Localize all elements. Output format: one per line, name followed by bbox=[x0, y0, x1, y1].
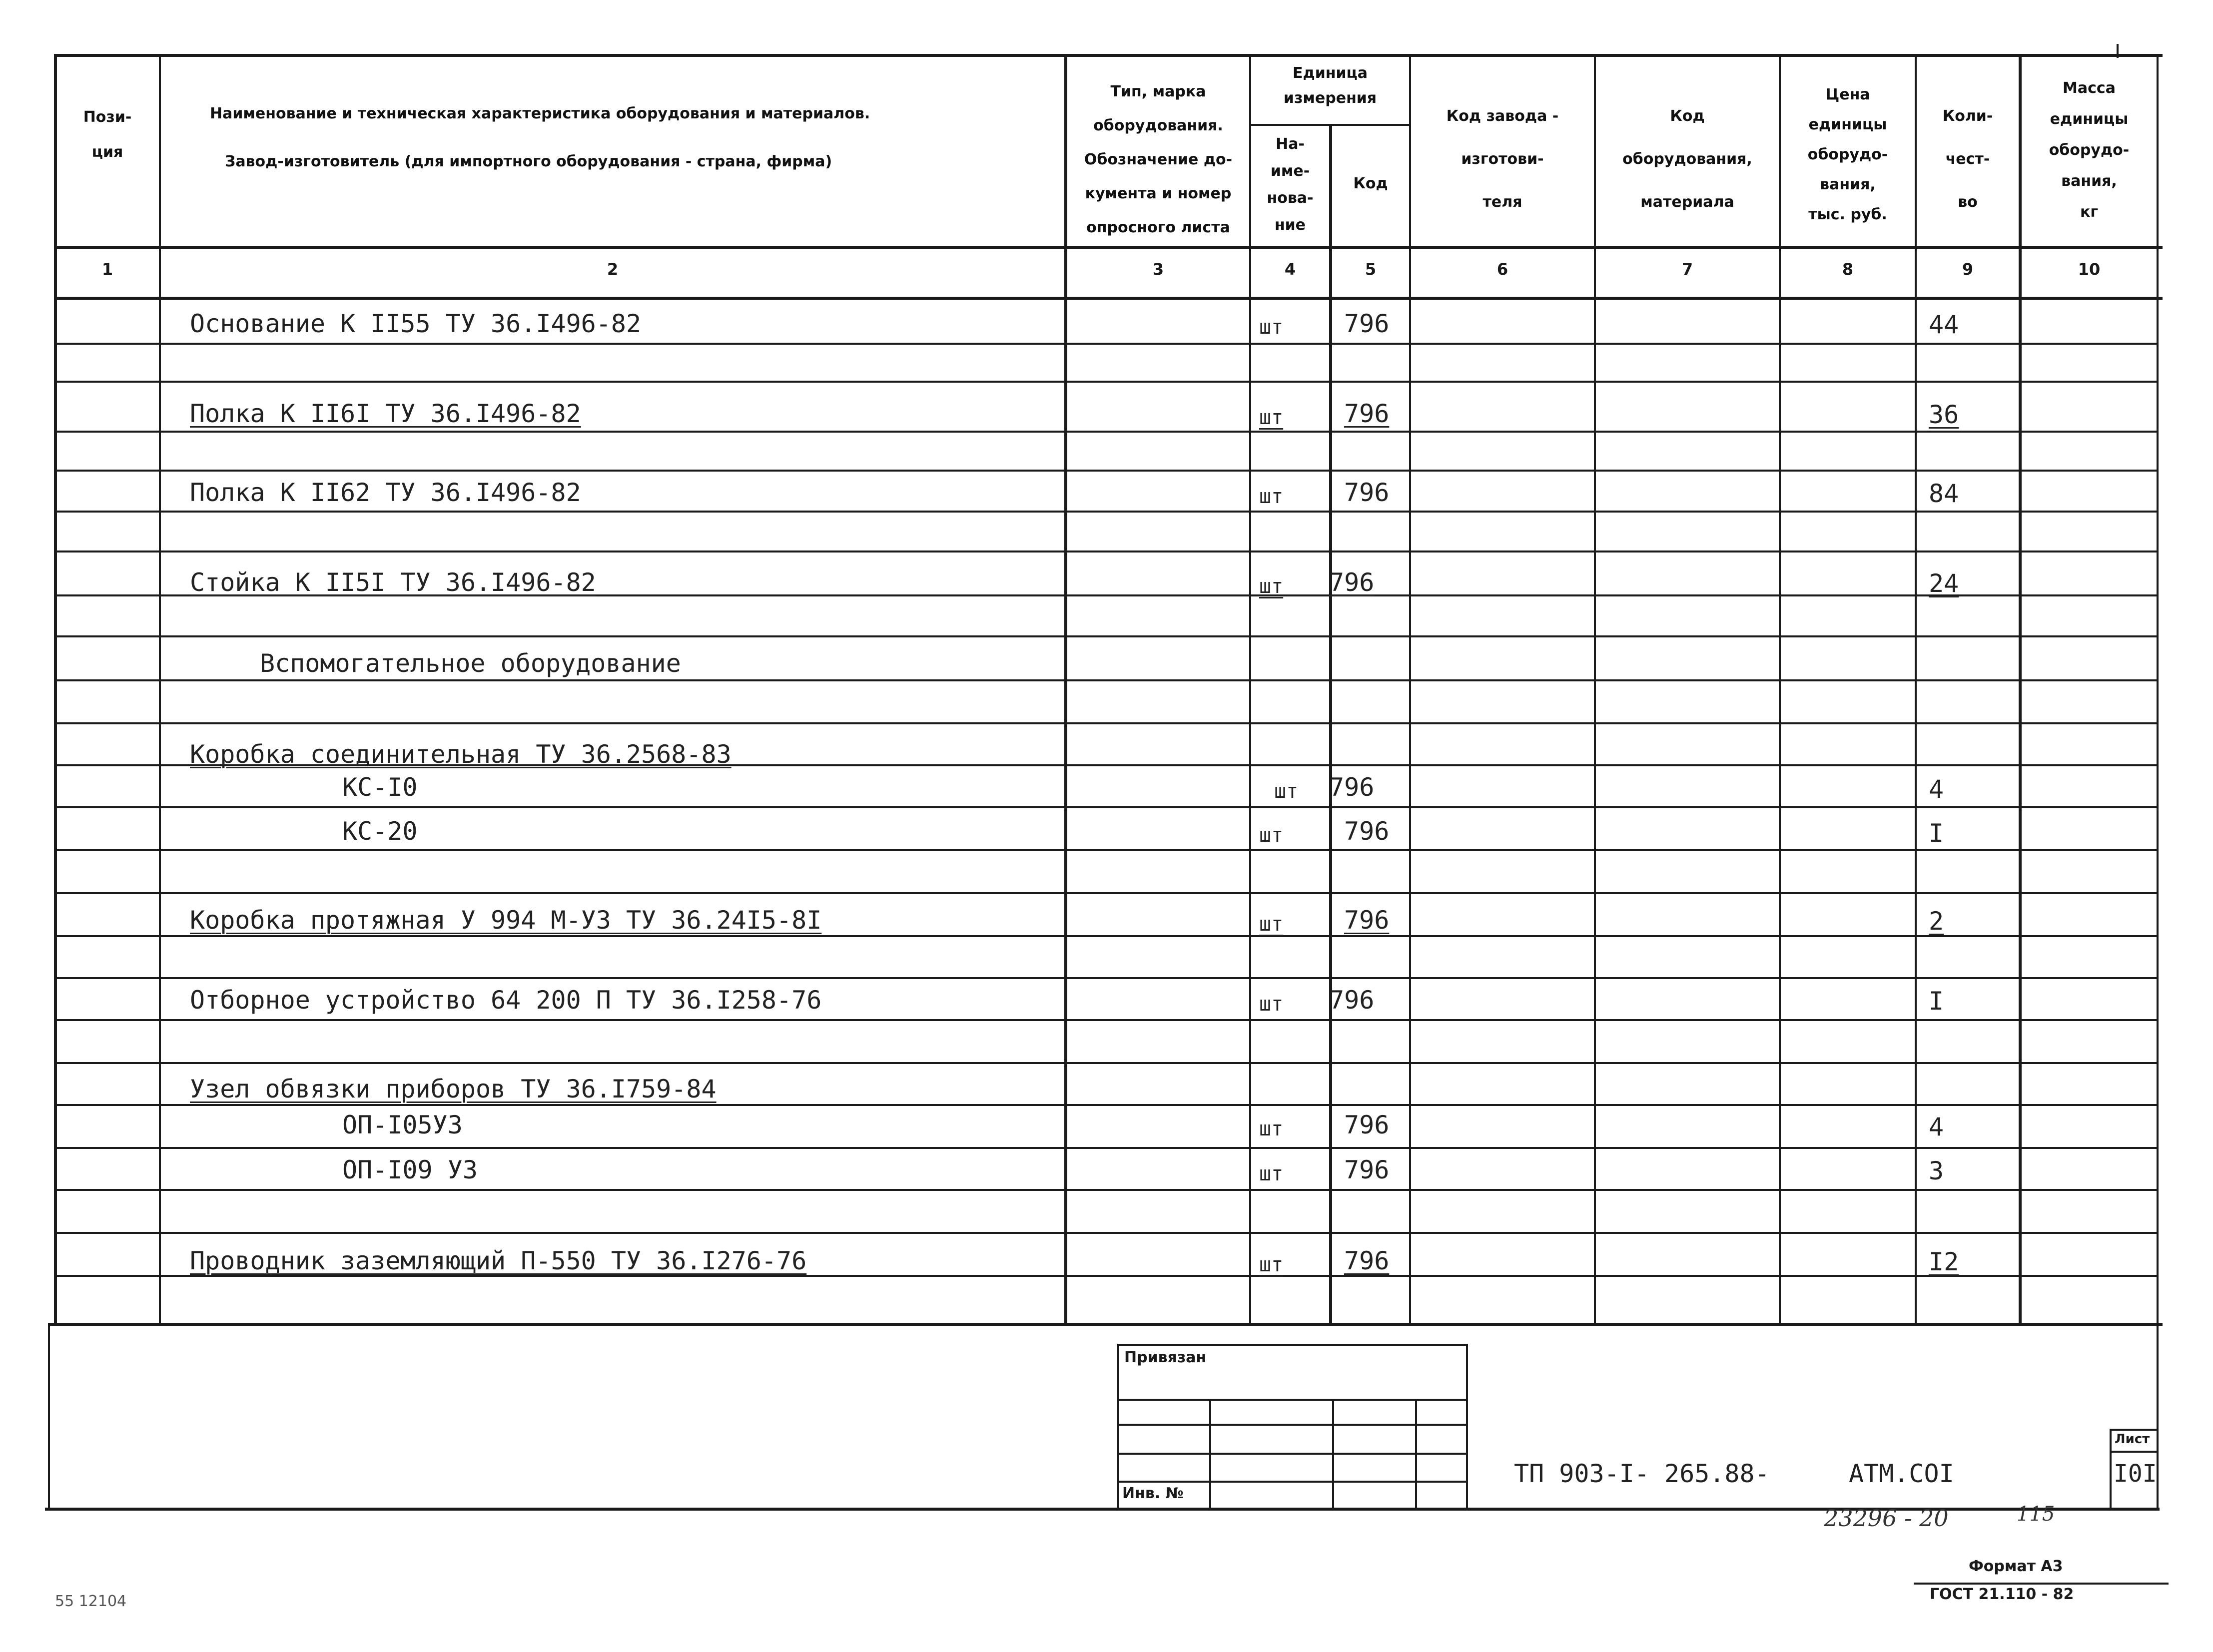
unit-name: шт bbox=[1259, 485, 1284, 508]
sheet-label: Лист bbox=[2115, 1432, 2150, 1447]
unit-name: шт bbox=[1259, 824, 1284, 847]
unit-name: шт bbox=[1259, 1162, 1284, 1185]
item-name: ОП-I05УЗ bbox=[342, 1110, 463, 1139]
header-mass: Масса единицы оборудо- вания, кг bbox=[2049, 79, 2130, 221]
unit-code: 796 bbox=[1344, 1110, 1390, 1139]
header-name-line2: Завод-изготовитель (для импортного оборудования - страна, фирма) bbox=[225, 153, 832, 170]
header-type: Тип, марка оборудования. Обозначение до- кумента и номер опросного листа bbox=[1084, 83, 1233, 236]
quantity: 36 bbox=[1929, 400, 1959, 429]
unit-code: 796 bbox=[1329, 773, 1375, 802]
section-title: Вспомогательное оборудование bbox=[260, 649, 681, 678]
format-label: Формат А3 bbox=[1969, 1558, 2063, 1575]
header-unit-name: На- име- нова- ние bbox=[1267, 135, 1314, 234]
quantity: 3 bbox=[1929, 1156, 1944, 1185]
col-number: 2 bbox=[607, 260, 619, 279]
unit-code: 796 bbox=[1344, 309, 1390, 338]
handwritten-number: 23296 - 20 bbox=[1824, 1505, 1949, 1532]
item-name: Коробка соединительная ТУ 36.2568-83 bbox=[190, 740, 732, 769]
unit-name: шт bbox=[1259, 993, 1284, 1016]
unit-name: шт bbox=[1274, 780, 1299, 803]
item-name: Проводник заземляющий П-550 ТУ 36.I276-76 bbox=[190, 1246, 807, 1275]
quantity: 2 bbox=[1929, 907, 1944, 936]
unit-code: 796 bbox=[1344, 1246, 1390, 1275]
header-name-line1: Наименование и техническая характеристика оборудования и материалов. bbox=[210, 105, 870, 122]
item-name: Полка К II6I ТУ 36.I496-82 bbox=[190, 399, 581, 428]
col-number: 8 bbox=[1842, 260, 1854, 279]
quantity: I bbox=[1929, 819, 1944, 848]
gost-label: ГОСТ 21.110 - 82 bbox=[1930, 1586, 2074, 1603]
item-name: Основание К II55 ТУ 36.I496-82 bbox=[190, 309, 642, 338]
col-number: 7 bbox=[1681, 260, 1693, 279]
item-name: Отборное устройство 64 200 П ТУ 36.I258-76 bbox=[190, 986, 822, 1015]
unit-name: шт bbox=[1259, 1253, 1284, 1276]
quantity: I bbox=[1929, 987, 1944, 1016]
item-name: КС-20 bbox=[342, 817, 418, 846]
col-number: 1 bbox=[101, 260, 113, 279]
header-factory-code: Код завода - изготови- теля bbox=[1446, 107, 1559, 211]
item-name: Полка К II62 ТУ 36.I496-82 bbox=[190, 478, 581, 507]
header-quantity: Коли- чест- во bbox=[1942, 107, 1993, 211]
quantity: 24 bbox=[1929, 569, 1959, 598]
unit-name: шт bbox=[1259, 406, 1284, 429]
handwritten-page: 115 bbox=[2017, 1503, 2055, 1526]
unit-name: шт bbox=[1259, 575, 1284, 598]
header-price: Цена единицы оборудо- вания, тыс. руб. bbox=[1807, 86, 1888, 223]
item-name: Коробка протяжная У 994 М-УЗ ТУ 36.24I5-8I bbox=[190, 906, 822, 935]
unit-code: 796 bbox=[1344, 399, 1390, 428]
quantity: 84 bbox=[1929, 479, 1959, 508]
sheet-number: I0I bbox=[2114, 1460, 2157, 1488]
document-code: ТП 903-I- 265.88- bbox=[1514, 1459, 1770, 1488]
unit-name: шт bbox=[1259, 316, 1284, 339]
quantity: I2 bbox=[1929, 1247, 1959, 1276]
linked-label: Привязан bbox=[1124, 1349, 1207, 1366]
quantity: 4 bbox=[1929, 775, 1944, 804]
col-number: 10 bbox=[2078, 260, 2101, 279]
header-unit-group: Единица измерения bbox=[1283, 64, 1377, 107]
unit-code: 796 bbox=[1344, 478, 1390, 507]
item-name: КС-I0 bbox=[342, 773, 418, 802]
col-number: 6 bbox=[1496, 260, 1508, 279]
unit-code: 796 bbox=[1344, 1155, 1390, 1184]
unit-code: 796 bbox=[1344, 906, 1390, 935]
header-equipment-code: Код оборудования, материала bbox=[1622, 107, 1752, 211]
unit-code: 796 bbox=[1329, 986, 1375, 1015]
unit-code: 796 bbox=[1329, 568, 1375, 597]
col-number: 5 bbox=[1365, 260, 1377, 279]
item-name: Узел обвязки приборов ТУ 36.I759-84 bbox=[190, 1075, 717, 1103]
unit-name: шт bbox=[1259, 1117, 1284, 1140]
header-unit-code: Код bbox=[1353, 175, 1388, 192]
unit-name: шт bbox=[1259, 913, 1284, 936]
col-number: 9 bbox=[1962, 260, 1974, 279]
col-number: 3 bbox=[1152, 260, 1164, 279]
inventory-number-label: Инв. № bbox=[1122, 1485, 1184, 1502]
item-name: Стойка К II5I ТУ 36.I496-82 bbox=[190, 568, 596, 597]
document-code-suffix: АТМ.СОI bbox=[1849, 1459, 1954, 1488]
quantity: 44 bbox=[1929, 310, 1959, 339]
item-name: ОП-I09 УЗ bbox=[342, 1155, 478, 1184]
header-position: Пози- ция bbox=[83, 108, 132, 161]
unit-code: 796 bbox=[1344, 817, 1390, 846]
quantity: 4 bbox=[1929, 1112, 1944, 1141]
col-number: 4 bbox=[1284, 260, 1296, 279]
archive-code: 55 12104 bbox=[55, 1593, 127, 1610]
